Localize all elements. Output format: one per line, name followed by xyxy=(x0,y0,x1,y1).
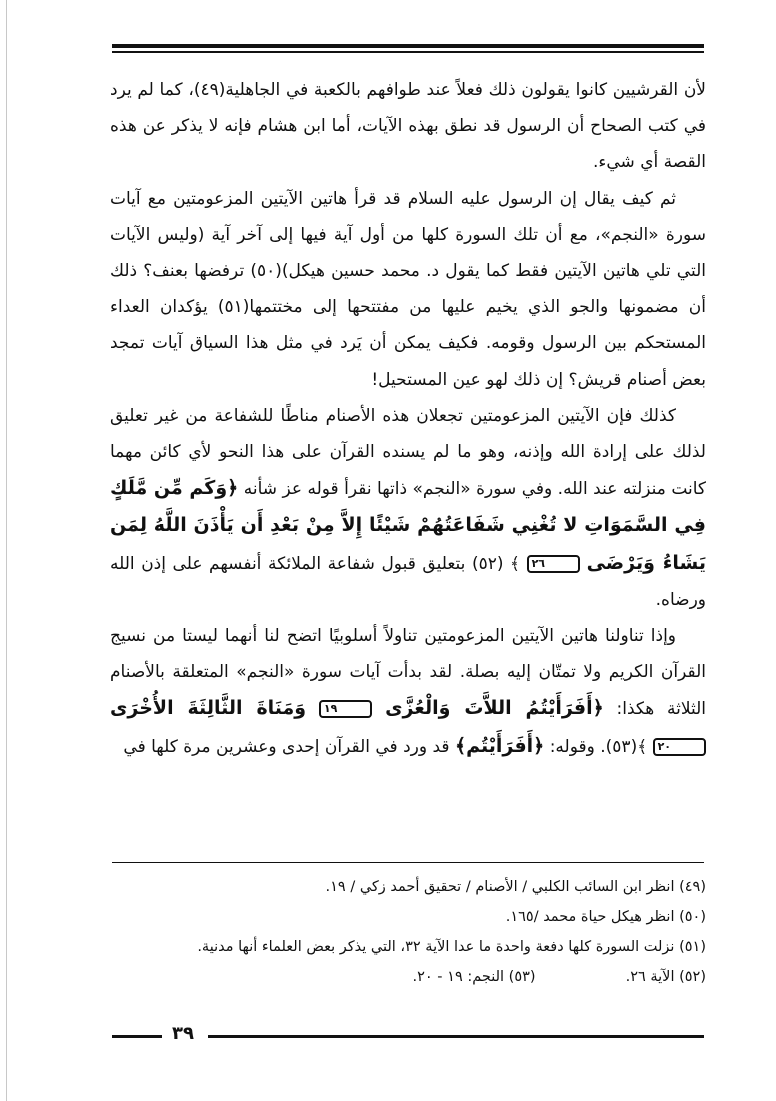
page-footer xyxy=(112,1025,704,1047)
footnote-separator xyxy=(112,862,704,863)
paragraph-4 xyxy=(110,618,706,765)
footer-bar-right xyxy=(208,1035,704,1038)
scan-edge xyxy=(6,0,7,1101)
paragraph-1: لأن القرشيين كانوا يقولون ذلك فعلاً عند طوافهم بالكعبة في الجاهلية(٤٩)، كما لم يرد في كتب الصحاح أن الرسول قد نطق بهذه الآيات، أما ابن هشام فإنه لا يذكر عن هذه القصة أي شيء. xyxy=(110,80,706,173)
ayah-number-20: ٢٠ xyxy=(653,738,706,756)
paragraph-3 xyxy=(110,398,706,618)
ayah-number-26: ٢٦ xyxy=(527,555,580,573)
ayah-number-19: ١٩ xyxy=(319,700,372,718)
footnote-51: (٥١) نزلت السورة كلها دفعة واحدة ما عدا الآية ٣٢، التي يذكر بعض العلماء أنها مدنية. xyxy=(197,939,706,955)
quran-verse-19: ﴿أَفَرَأَيْتُمُ اللاَّتَ وَالْعُزَّى xyxy=(385,697,604,720)
body-text xyxy=(110,72,706,765)
footnote-49: (٤٩) انظر ابن السائب الكلبي / الأصنام / تحقيق أحمد زكي / ١٩. xyxy=(325,879,706,895)
footnotes xyxy=(110,872,706,992)
page-number: ٣٩ xyxy=(172,1023,194,1044)
paragraph-3-tail: ﴾ (٥٢) بتعليق قبول شفاعة الملائكة أنفسهم على إذن الله ورضاه. xyxy=(110,553,706,610)
paragraph-2: ثم كيف يقال إن الرسول عليه السلام قد قرأ هاتين الآيتين المزعومتين مع آيات سورة «النجم»، مع أن تلك السورة كلها من أول آية فيها إلى آخر آية (وليس الآيات التي تلي هاتين الآيتين فقط كما يقول د. محمد حسين هيكل)(٥٠) ترفضها بعنف؟ ذلك أن مضمونها والجو الذي يخيم عليها من مفتتحها إلى مختتمها(٥١) يؤكدان العداء المستحكم بين الرسول وقومه. فكيف يمكن أن يَرد في مثل هذا السياق آيات تمجد بعض أصنام قريش؟ إن ذلك لهو عين المستحيل! xyxy=(110,188,706,390)
header-rule xyxy=(112,44,704,48)
footnote-52: (٥٢) الآية ٢٦. xyxy=(625,969,706,985)
footer-bar-left xyxy=(112,1035,162,1038)
paragraph-4-text: وإذا تناولنا هاتين الآيتين المزعومتين تناولاً أسلوبيًا اتضح لنا أنهما ليستا من نسيج القرآن الكريم ولا تمتّان إليه بصلة. لقد بدأت آيات سورة «النجم» المتعلقة بالأصنام الثلاثة هكذا: xyxy=(110,626,707,720)
paragraph-3-text: كذلك فإن الآيتين المزعومتين تجعلان هذه الأصنام مناطًا للشفاعة من غير تعليق لذلك على إرادة الله وإذنه، وهو ما لم يسنده القرآن على هذا النحو لأي كائن مهما كانت منزلته عند الله. وفي سورة «النجم» ذاتها نقرأ قوله عز شأنه xyxy=(110,405,707,500)
header-rule-thin xyxy=(112,51,704,53)
footnote-53: (٥٣) النجم: ١٩ - ٢٠. xyxy=(412,969,536,985)
quran-afaraaytum: ﴿أَفَرَأَيْتُم﴾ xyxy=(454,734,545,757)
quran-verse-20: وَمَنَاةَ الثَّالِثَةَ الأُخْرَى xyxy=(110,697,307,720)
paragraph-4-tail-2: قد ورد في القرآن إحدى وعشرين مرة كلها في xyxy=(123,736,450,757)
footnote-pair xyxy=(110,962,706,992)
paragraph-4-tail-1: ﴾(٥٣). وقوله: xyxy=(549,736,648,757)
quran-verse-26: ﴿وَكَم مِّن مَّلَكٍ فِي السَّمَوَاتِ لا تُغْنِي شَفَاعَتُهُمْ شَيْئًا إِلاَّ مِنْ بَعْدِ أَن يَأْذَنَ اللَّهُ لِمَن يَشَاءُ وَيَرْضَى xyxy=(110,477,707,574)
footnote-50: (٥٠) انظر هيكل حياة محمد /١٦٥. xyxy=(505,909,706,925)
